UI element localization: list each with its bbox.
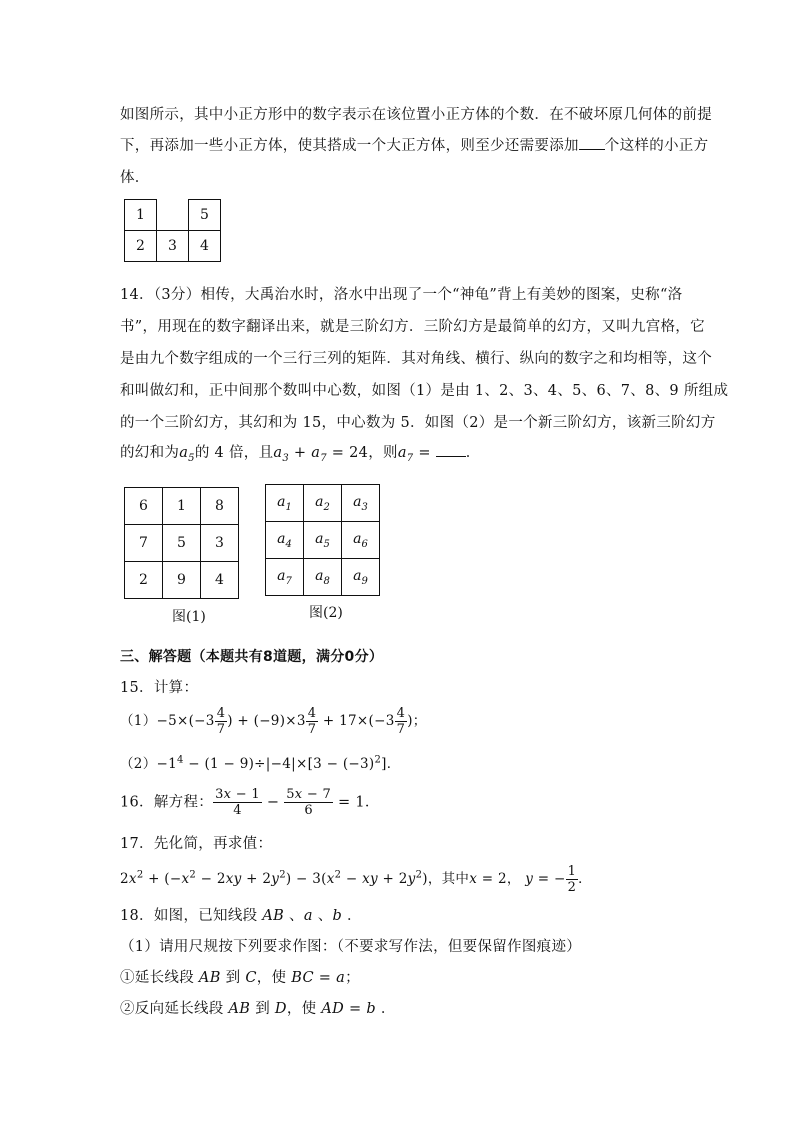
q13-line-2b: 个这样的小正方: [604, 138, 709, 154]
fig2-cell: $a_8$: [304, 559, 342, 596]
fig1-cell: 1: [163, 488, 201, 525]
fig2-cell: $a_9$: [342, 559, 380, 596]
q14-line-6b: 的 4 倍，且: [194, 445, 274, 461]
q17-title: 17．先化简，再求值：: [120, 836, 273, 852]
grid-cell: 5: [189, 200, 221, 231]
fig2-cell: $a_1$: [266, 485, 304, 522]
fig2-cell: $a_3$: [342, 485, 380, 522]
fig2-cell: $a_2$: [304, 485, 342, 522]
grid-cell: 2: [125, 231, 157, 262]
q14-line-2: 书”，用现在的数字翻译出来，就是三阶幻方．三阶幻方是最简单的幻方，又叫九宫格，它: [120, 319, 705, 335]
math-a5: $a_5$: [179, 445, 195, 464]
q13-line-2: [120, 134, 708, 155]
q17-expression: $2x^2 + (-x^2 - 2xy + 2y^2) - 3(x^2$ − xy + $2y^2$)，其中x = 2， y = − $\frac{1}{2}$ ．: [120, 864, 592, 895]
q14-line-1: 14．（3分）相传，大禹治水时，洛水中出现了一个“神龟”背上有美妙的图案，史称“洛: [120, 287, 683, 303]
fraction: $\frac{4}{7}$: [307, 706, 317, 737]
q13-line-2a: 下，再添加一些小正方体，使其搭成一个大正方体，则至少还需要添加: [120, 138, 579, 154]
fig1-cell: 9: [163, 562, 201, 599]
q18-c1a: ①延长线段: [120, 970, 194, 986]
q14-line-6a: 的幻和为: [120, 445, 180, 461]
fig1-cell: 3: [201, 525, 239, 562]
q14-line-3: 是由九个数字组成的一个三行三列的矩阵．其对角线、横行、纵向的数字之和均相等，这个: [120, 351, 712, 367]
q18-c1c: ，使: [256, 970, 287, 986]
q18-c2b: 到: [255, 1001, 270, 1017]
answer-blank: [436, 443, 466, 457]
grid-cell: 4: [189, 231, 221, 262]
q17-where: ，其中: [427, 871, 470, 887]
q15-p1-label: （1）: [120, 713, 157, 729]
q14-line-5: 的一个三阶幻方，其幻和为 15，中心数为 5．如图（2）是一个新三阶幻方，该新三阶幻方: [120, 415, 716, 431]
fig1-cell: 4: [201, 562, 239, 599]
fraction: $\frac{4}{7}$: [396, 706, 406, 737]
q16-title: 16．解方程：: [120, 794, 214, 811]
math-a3-plus-a7: $a_3 + a_7$: [273, 445, 327, 464]
q14-line-6d: ．: [465, 445, 481, 461]
q18-part-1: （1）请用尺规按下列要求作图：（不要求写作法，但要保留作图痕迹）: [120, 939, 582, 955]
q15-part-2: $(2)-1^4 - (1 - 9)\div|-4|\times[3 - (-3)^2]$．: [120, 754, 401, 772]
fraction: $\frac{3x - 1}{4}$: [215, 787, 260, 818]
q18-c2a: ②反向延长线段: [120, 1001, 224, 1017]
q18-c2c: ，使: [286, 1001, 317, 1017]
grid-cell: 1: [125, 200, 157, 231]
fig2-cell: $a_7$: [266, 559, 304, 596]
q16-line: 16．解方程： $\frac{3x - 1}{4}$ − $\frac{5x - 7}{6}$ = 1．: [120, 787, 380, 818]
answer-blank: [579, 136, 605, 150]
q13-line-1: 如图所示，其中小正方形中的数字表示在该位置小正方体的个数．在不破坏原几何体的前提: [120, 107, 712, 123]
grid-cell: 3: [157, 231, 189, 262]
q15-title: 15．计算：: [120, 680, 199, 696]
q14-line-6: 的幻和为$a_5$的 4 倍，且$a_3 + a_7 = 24$，则$a_7$ = ．: [120, 445, 481, 464]
fraction: $\frac{1}{2}$: [567, 864, 577, 895]
q13-line-3: 体．: [120, 170, 150, 186]
section-3-heading: 三、解答题（本题共有8道题，满分0分）: [120, 649, 384, 665]
q15-part-1: （1）−5×(−3 $\frac{4}{7}$ ) + (−9)×3 $\frac{4}{7}$ + 17×(−3 $\frac{4}{7}$ )；: [120, 706, 427, 737]
fig1-cell: 5: [163, 525, 201, 562]
q18-construction-2: ②反向延长线段 AB 到 D，使 AD = b ．: [120, 1001, 396, 1017]
fraction: $\frac{5x - 7}{6}$: [286, 787, 332, 818]
fig1-cell: 6: [125, 488, 163, 525]
magic-square-fig2: [265, 484, 380, 596]
math-a7: $a_7$: [397, 445, 414, 464]
fig2-caption: 图(2): [309, 605, 343, 621]
q14-line-4: 和叫做幻和，正中间那个数叫中心数，如图（1）是由 1、2、3、4、5、6、7、8、9 所组成: [120, 383, 729, 399]
q18-c1b: 到: [225, 970, 241, 986]
q14-line-6c: ，则: [368, 445, 398, 461]
magic-square-fig1: [124, 487, 239, 599]
fig1-cell: 7: [125, 525, 163, 562]
fig2-cell: $a_4$: [266, 522, 304, 559]
q18-construction-1: ①延长线段 AB 到 C，使 BC = a；: [120, 970, 360, 986]
fig2-cell: $a_5$: [304, 522, 342, 559]
q15-p2-label: （2）: [120, 756, 157, 772]
grid-cell-empty: [157, 200, 189, 231]
fraction: $\frac{4}{7}$: [216, 706, 226, 737]
fig1-caption: 图(1): [172, 609, 206, 625]
q13-cube-grid: [124, 199, 221, 262]
q18-title: 18．如图，已知线段 AB 、a 、b ．: [120, 908, 362, 924]
fig2-cell: $a_6$: [342, 522, 380, 559]
fig1-cell: 8: [201, 488, 239, 525]
q18-title-text: 18．如图，已知线段: [120, 908, 258, 924]
fig1-cell: 2: [125, 562, 163, 599]
